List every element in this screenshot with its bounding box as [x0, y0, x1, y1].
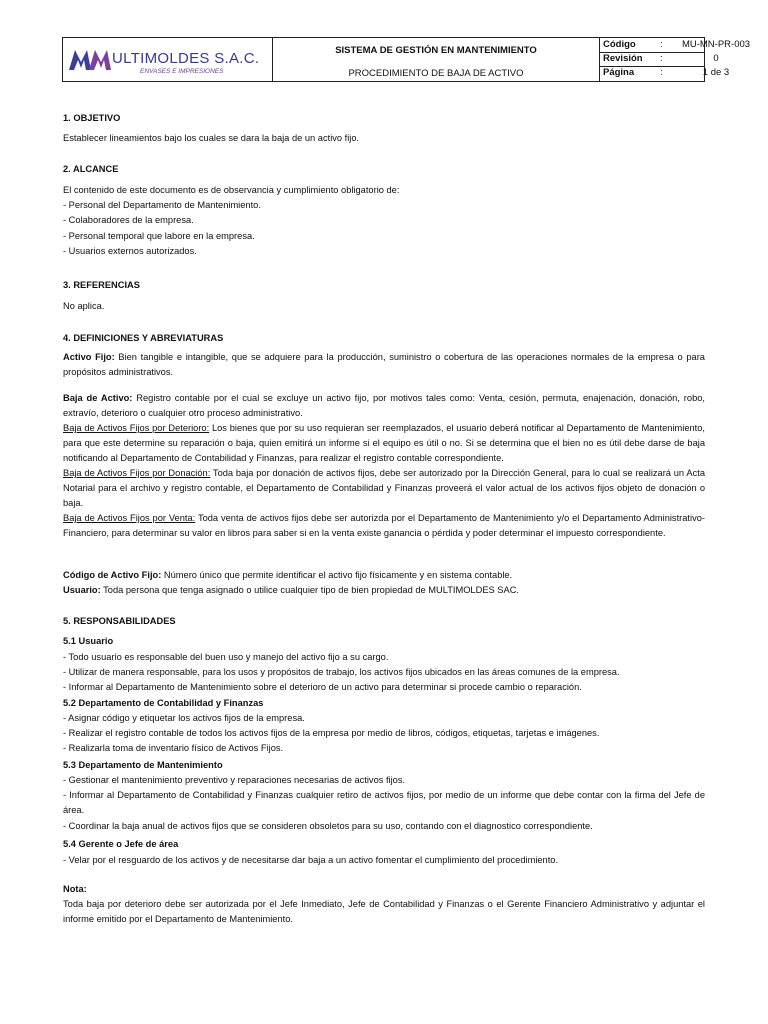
list-item: - Personal temporal que labore en la empresa.	[63, 231, 255, 241]
definition-baja-donacion	[63, 466, 705, 511]
section-heading-definiciones: 4. DEFINICIONES Y ABREVIATURAS	[63, 333, 224, 343]
list-item: - Coordinar la baja anual de activos fijos que se consideren obsoletos para su uso, contando con el diagnostico correspondiente.	[63, 821, 593, 831]
referencias-text: No aplica.	[63, 301, 105, 311]
definition-term: Baja de Activos Fijos por Deterioro:	[63, 423, 210, 433]
meta-separator: :	[660, 53, 663, 64]
section-heading-responsabilidades: 5. RESPONSABILIDADES	[63, 616, 176, 626]
revision-label: Revisión	[603, 53, 643, 64]
list-item: - Realizar el registro contable de todos los activos fijos de la empresa por medio de libros, códigos, etiquetas, tarjetas e imágenes.	[63, 728, 600, 738]
definition-term: Baja de Activos Fijos por Venta:	[63, 513, 196, 523]
subsection-heading-usuario: 5.1 Usuario	[63, 636, 114, 646]
section-heading-referencias: 3. REFERENCIAS	[63, 280, 140, 290]
list-item: - Utilizar de manera responsable, para los usos y propósitos de trabajo, los activos fijos ubicados en las áreas comunes de la empresa.	[63, 667, 620, 677]
definition-term: Usuario:	[63, 585, 101, 595]
definition-activo-fijo	[63, 350, 705, 380]
definition-usuario	[63, 583, 519, 598]
codigo-value: MU-MN-PR-003	[681, 39, 751, 50]
meta-cell	[600, 38, 751, 81]
list-item: - Usuarios externos autorizados.	[63, 246, 197, 256]
logo-tagline: ENVASES E IMPRESIONES	[140, 68, 224, 75]
list-item: - Realizarla toma de inventario físico de Activos Fijos.	[63, 743, 284, 753]
definition-term: Baja de Activo:	[63, 393, 133, 403]
nota-heading: Nota:	[63, 884, 87, 894]
definition-text: Toda baja por donación de activos fijos, debe ser autorizado por la Dirección General, para lo cual se realizará un Acta Notarial para el archivo y registro contable, el Departamento de Contabilidad y Finanzas proveerá el valor actual de los activos fijos objeto de donación o baja.	[63, 468, 705, 508]
definition-baja-venta	[63, 511, 705, 541]
objetivo-text: Establecer lineamientos bajo los cuales se dara la baja de un activo fijo.	[63, 133, 360, 143]
list-item: - Gestionar el mantenimiento preventivo y reparaciones necesarias de activos fijos.	[63, 775, 406, 785]
section-heading-alcance: 2. ALCANCE	[63, 164, 119, 174]
subsection-heading-contabilidad: 5.2 Departamento de Contabilidad y Finanzas	[63, 698, 264, 708]
list-item: - Todo usuario es responsable del buen uso y manejo del activo fijo a su cargo.	[63, 652, 389, 662]
section-heading-objetivo: 1. OBJETIVO	[63, 113, 121, 123]
definition-text: Registro contable por el cual se excluye un activo fijo, por motivos tales como: Venta, cesión, permuta, enajenación, donación, robo, extravío, deterioro o cualquier otro proceso administrativo.	[63, 393, 705, 418]
subsection-heading-mantenimiento: 5.3 Departamento de Mantenimiento	[63, 760, 223, 770]
list-item: - Asignar código y etiquetar los activos fijos de la empresa.	[63, 713, 305, 723]
definition-text: Bien tangible e intangible, que se adquiere para la producción, suministro o cobertura de las operaciones normales de la empresa o para propósitos administrativos.	[63, 352, 705, 377]
procedure-title: PROCEDIMIENTO DE BAJA DE ACTIVO	[348, 68, 524, 79]
meta-separator: :	[660, 67, 663, 78]
meta-row-codigo	[600, 38, 751, 53]
pagina-value: 1 de 3	[702, 67, 730, 78]
meta-separator: :	[660, 39, 663, 50]
definition-term: Baja de Activos Fijos por Donación:	[63, 468, 211, 478]
definition-text: Toda venta de activos fijos debe ser autorizda por el Departamento de Mantenimiento y/o el Departamento Administrativo-Financiero, para determinar su valor en libros para saber si en la venta existe ganancia o pérdida y poder determinar el impuesto correspondiente.	[63, 513, 705, 538]
logo-cell	[63, 38, 273, 81]
company-logo-icon	[69, 48, 113, 70]
alcance-intro: El contenido de este documento es de observancia y cumplimiento obligatorio de:	[63, 185, 400, 195]
title-cell	[273, 38, 600, 81]
document-header	[62, 37, 751, 82]
definition-baja-deterioro	[63, 421, 705, 466]
logo-name: ULTIMOLDES S.A.C.	[112, 50, 260, 67]
nota-text: Toda baja por deterioro debe ser autorizada por el Jefe Inmediato, Jefe de Contabilidad y Finanzas o el Gerente Financiero Administrativo y adjuntar el informe emitido por el Departamento de Mantenimiento.	[63, 899, 705, 924]
list-item: - Colaboradores de la empresa.	[63, 215, 194, 225]
list-item: - Informar al Departamento de Mantenimiento sobre el deterioro de un activo para determinar si procede cambio o reparación.	[63, 682, 582, 692]
codigo-label: Código	[603, 39, 636, 50]
meta-row-revision	[600, 52, 719, 67]
definition-text: Toda persona que tenga asignado o utilice cualquier tipo de bien propiedad de MULTIMOLDES SAC.	[100, 585, 519, 595]
subsection-heading-gerente: 5.4 Gerente o Jefe de área	[63, 839, 179, 849]
definition-baja-activo	[63, 391, 705, 421]
meta-row-pagina	[600, 66, 730, 80]
list-item: - Personal del Departamento de Mantenimiento.	[63, 200, 261, 210]
revision-value: 0	[713, 53, 719, 64]
definition-term: Activo Fijo:	[63, 352, 115, 362]
list-item: - Velar por el resguardo de los activos y de necesitarse dar baja a un activo fomentar el cumplimiento del procedimiento.	[63, 855, 559, 865]
system-title: SISTEMA DE GESTIÓN EN MANTENIMIENTO	[335, 45, 537, 56]
definition-text: Número único que permite identificar el activo fijo físicamente y en sistema contable.	[161, 570, 513, 580]
definition-text: Los bienes que por su uso requieran ser reemplazados, el usuario deberá notificar al Departamento de Mantenimiento, para que este determine su reparación o baja, quien emitirá un informe si el equipo es útil o no. Si se determina que el bien no es útil debe darse de baja notificando al Departamento de Contabilidad y Finanzas, para realizar el registro contable correspondiente.	[63, 423, 706, 463]
list-item: - Informar al Departamento de Contabilidad y Finanzas cualquier retiro de activos fijos, por medio de un informe que debe contar con la firma del Jefe de área.	[63, 790, 705, 815]
definition-term: Código de Activo Fijo:	[63, 570, 162, 580]
definition-codigo-activo	[63, 568, 512, 583]
pagina-label: Página	[603, 67, 635, 78]
